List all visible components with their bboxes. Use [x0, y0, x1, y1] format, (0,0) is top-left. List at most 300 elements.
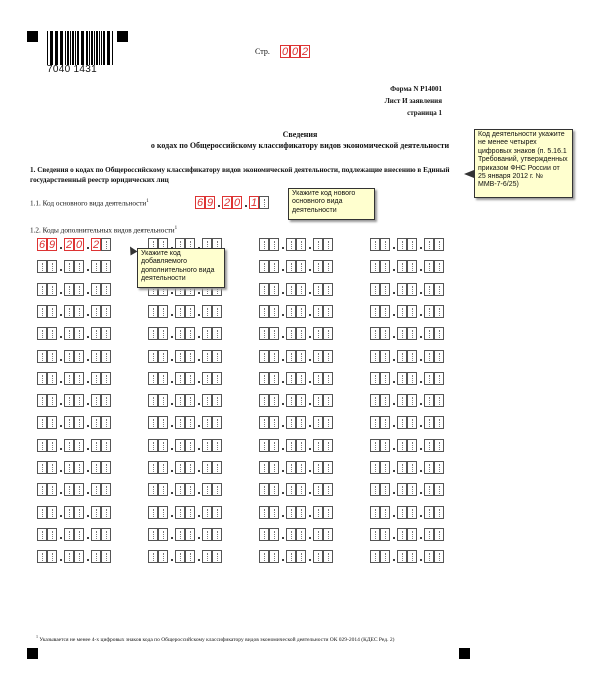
- code-digit-cell[interactable]: [286, 439, 296, 452]
- code-digit-cell[interactable]: [74, 416, 84, 429]
- code-digit-cell[interactable]: [202, 483, 212, 496]
- code-digit-cell[interactable]: [37, 550, 47, 563]
- code-digit-cell[interactable]: [148, 394, 158, 407]
- code-digit-cell[interactable]: [185, 528, 195, 541]
- code-digit-cell[interactable]: [296, 394, 306, 407]
- code-digit-cell[interactable]: [286, 350, 296, 363]
- code-digit-cell[interactable]: [91, 439, 101, 452]
- code-digit-cell[interactable]: [259, 372, 269, 385]
- code-digit-cell[interactable]: [37, 439, 47, 452]
- code-digit-cell[interactable]: [296, 305, 306, 318]
- code-digit-cell[interactable]: [380, 550, 390, 563]
- code-digit-cell[interactable]: [380, 528, 390, 541]
- code-digit-cell[interactable]: [175, 483, 185, 496]
- code-digit-cell[interactable]: [259, 260, 269, 273]
- code-digit-cell[interactable]: 2: [65, 239, 73, 251]
- code-digit-cell[interactable]: [397, 528, 407, 541]
- code-digit-cell[interactable]: [370, 394, 380, 407]
- code-digit-cell[interactable]: [397, 550, 407, 563]
- code-digit-cell[interactable]: [424, 350, 434, 363]
- code-digit-cell[interactable]: [212, 550, 222, 563]
- code-digit-cell[interactable]: [148, 550, 158, 563]
- code-digit-cell[interactable]: [434, 372, 444, 385]
- code-digit-cell[interactable]: [296, 506, 306, 519]
- code-digit-cell[interactable]: [259, 550, 269, 563]
- code-digit-cell[interactable]: [185, 305, 195, 318]
- code-digit-cell[interactable]: [370, 327, 380, 340]
- code-digit-cell[interactable]: [424, 461, 434, 474]
- code-digit-cell[interactable]: [64, 350, 74, 363]
- code-digit-cell[interactable]: [313, 439, 323, 452]
- code-digit-cell[interactable]: [323, 238, 333, 251]
- code-digit-cell[interactable]: [313, 260, 323, 273]
- code-digit-cell[interactable]: [424, 550, 434, 563]
- code-digit-cell[interactable]: [101, 327, 111, 340]
- code-digit-cell[interactable]: [148, 372, 158, 385]
- code-digit-cell[interactable]: [370, 260, 380, 273]
- code-digit-cell[interactable]: [424, 372, 434, 385]
- code-digit-cell[interactable]: [370, 238, 380, 251]
- code-digit-cell[interactable]: [101, 506, 111, 519]
- code-digit-cell[interactable]: [323, 506, 333, 519]
- code-digit-cell[interactable]: [158, 439, 168, 452]
- code-digit-cell[interactable]: [74, 305, 84, 318]
- code-digit-cell[interactable]: [37, 372, 47, 385]
- code-digit-cell[interactable]: [370, 350, 380, 363]
- code-digit-cell[interactable]: [313, 394, 323, 407]
- code-digit-cell[interactable]: [397, 439, 407, 452]
- code-digit-cell[interactable]: [434, 394, 444, 407]
- code-digit-cell[interactable]: [185, 416, 195, 429]
- code-digit-cell[interactable]: [148, 327, 158, 340]
- code-digit-cell[interactable]: [101, 550, 111, 563]
- code-digit-cell[interactable]: [424, 327, 434, 340]
- code-digit-cell[interactable]: [286, 550, 296, 563]
- code-digit-cell[interactable]: [380, 238, 390, 251]
- code-digit-cell[interactable]: [296, 416, 306, 429]
- code-digit-cell[interactable]: [202, 416, 212, 429]
- code-digit-cell[interactable]: [47, 327, 57, 340]
- code-digit-cell[interactable]: [91, 305, 101, 318]
- code-digit-cell[interactable]: [313, 350, 323, 363]
- code-digit-cell[interactable]: [212, 439, 222, 452]
- code-digit-cell[interactable]: [380, 439, 390, 452]
- code-digit-cell[interactable]: [101, 528, 111, 541]
- code-digit-cell[interactable]: [91, 483, 101, 496]
- code-digit-cell[interactable]: [202, 327, 212, 340]
- code-digit-cell[interactable]: [101, 260, 111, 273]
- code-digit-cell[interactable]: [212, 528, 222, 541]
- code-digit-cell[interactable]: [175, 461, 185, 474]
- code-digit-cell[interactable]: [175, 327, 185, 340]
- code-digit-cell[interactable]: [91, 550, 101, 563]
- code-digit-cell[interactable]: [101, 416, 111, 429]
- code-digit-cell[interactable]: [91, 350, 101, 363]
- code-digit-cell[interactable]: [323, 483, 333, 496]
- code-digit-cell[interactable]: [370, 528, 380, 541]
- code-digit-cell[interactable]: [286, 260, 296, 273]
- code-digit-cell[interactable]: [434, 528, 444, 541]
- code-digit-cell[interactable]: [74, 327, 84, 340]
- code-digit-cell[interactable]: [148, 528, 158, 541]
- code-digit-cell[interactable]: [434, 550, 444, 563]
- code-digit-cell[interactable]: [434, 238, 444, 251]
- code-digit-cell[interactable]: [175, 506, 185, 519]
- code-digit-cell[interactable]: [434, 350, 444, 363]
- code-digit-cell[interactable]: [269, 461, 279, 474]
- code-digit-cell[interactable]: [101, 305, 111, 318]
- code-digit-cell[interactable]: [74, 506, 84, 519]
- code-digit-cell[interactable]: [397, 260, 407, 273]
- code-digit-cell[interactable]: [397, 506, 407, 519]
- code-digit-cell[interactable]: [370, 439, 380, 452]
- code-digit-cell[interactable]: [91, 506, 101, 519]
- code-digit-cell[interactable]: [269, 283, 279, 296]
- code-digit-cell[interactable]: [269, 506, 279, 519]
- code-digit-cell[interactable]: [296, 238, 306, 251]
- code-digit-cell[interactable]: [64, 506, 74, 519]
- code-digit-cell[interactable]: [91, 394, 101, 407]
- code-digit-cell[interactable]: [323, 327, 333, 340]
- code-digit-cell[interactable]: [185, 506, 195, 519]
- code-digit-cell[interactable]: [296, 372, 306, 385]
- code-digit-cell[interactable]: [202, 372, 212, 385]
- code-digit-cell[interactable]: [313, 283, 323, 296]
- code-digit-cell[interactable]: [202, 439, 212, 452]
- code-digit-cell[interactable]: 0: [75, 239, 83, 251]
- code-digit-cell[interactable]: [380, 416, 390, 429]
- code-digit-cell[interactable]: [101, 394, 111, 407]
- code-digit-cell[interactable]: [47, 260, 57, 273]
- code-digit-cell[interactable]: [74, 483, 84, 496]
- code-digit-cell[interactable]: [323, 260, 333, 273]
- code-digit-cell[interactable]: [91, 528, 101, 541]
- code-digit-cell[interactable]: [64, 260, 74, 273]
- code-digit-cell[interactable]: [202, 394, 212, 407]
- code-digit-cell[interactable]: [397, 283, 407, 296]
- code-digit-cell[interactable]: [64, 550, 74, 563]
- code-digit-cell[interactable]: [296, 439, 306, 452]
- code-digit-cell[interactable]: [370, 550, 380, 563]
- code-digit-cell[interactable]: [286, 238, 296, 251]
- code-digit-cell[interactable]: [296, 550, 306, 563]
- code-digit-cell[interactable]: [74, 372, 84, 385]
- code-digit-cell[interactable]: [212, 506, 222, 519]
- code-digit-cell[interactable]: [37, 528, 47, 541]
- code-digit-cell[interactable]: [47, 483, 57, 496]
- code-digit-cell[interactable]: [296, 461, 306, 474]
- code-digit-cell[interactable]: [434, 327, 444, 340]
- code-digit-cell[interactable]: [424, 528, 434, 541]
- code-digit-cell[interactable]: [259, 528, 269, 541]
- code-digit-cell[interactable]: [101, 372, 111, 385]
- code-digit-cell[interactable]: [212, 416, 222, 429]
- code-digit-cell[interactable]: [424, 394, 434, 407]
- code-digit-cell[interactable]: [259, 196, 269, 209]
- code-digit-cell[interactable]: [64, 372, 74, 385]
- code-digit-cell[interactable]: [370, 305, 380, 318]
- code-digit-cell[interactable]: [323, 372, 333, 385]
- code-digit-cell[interactable]: [269, 416, 279, 429]
- code-digit-cell[interactable]: [212, 350, 222, 363]
- code-digit-cell[interactable]: [370, 283, 380, 296]
- code-digit-cell[interactable]: [185, 550, 195, 563]
- code-digit-cell[interactable]: [434, 416, 444, 429]
- code-digit-cell[interactable]: [158, 461, 168, 474]
- code-digit-cell[interactable]: [397, 394, 407, 407]
- code-digit-cell[interactable]: [313, 327, 323, 340]
- code-digit-cell[interactable]: [296, 327, 306, 340]
- code-digit-cell[interactable]: [286, 461, 296, 474]
- code-digit-cell[interactable]: [380, 350, 390, 363]
- code-digit-cell[interactable]: [101, 439, 111, 452]
- code-digit-cell[interactable]: [296, 283, 306, 296]
- code-digit-cell[interactable]: [185, 327, 195, 340]
- code-digit-cell[interactable]: [397, 461, 407, 474]
- code-digit-cell[interactable]: [323, 394, 333, 407]
- code-digit-cell[interactable]: [64, 439, 74, 452]
- code-digit-cell[interactable]: [407, 372, 417, 385]
- code-digit-cell[interactable]: [175, 528, 185, 541]
- code-digit-cell[interactable]: [158, 483, 168, 496]
- code-digit-cell[interactable]: 9: [48, 239, 56, 251]
- code-digit-cell[interactable]: [259, 439, 269, 452]
- code-digit-cell[interactable]: [91, 260, 101, 273]
- code-digit-cell[interactable]: [37, 283, 47, 296]
- code-digit-cell[interactable]: [313, 461, 323, 474]
- code-digit-cell[interactable]: [202, 305, 212, 318]
- code-digit-cell[interactable]: [175, 550, 185, 563]
- code-digit-cell[interactable]: [269, 305, 279, 318]
- code-digit-cell[interactable]: [269, 350, 279, 363]
- code-digit-cell[interactable]: [407, 238, 417, 251]
- code-digit-cell[interactable]: [380, 372, 390, 385]
- code-digit-cell[interactable]: [47, 461, 57, 474]
- code-digit-cell[interactable]: [380, 394, 390, 407]
- code-digit-cell[interactable]: [185, 439, 195, 452]
- code-digit-cell[interactable]: [259, 283, 269, 296]
- code-digit-cell[interactable]: 1: [250, 197, 258, 209]
- code-digit-cell[interactable]: [259, 238, 269, 251]
- code-digit-cell[interactable]: [407, 483, 417, 496]
- code-digit-cell[interactable]: [185, 350, 195, 363]
- code-digit-cell[interactable]: [47, 439, 57, 452]
- code-digit-cell[interactable]: [91, 372, 101, 385]
- code-digit-cell[interactable]: [185, 394, 195, 407]
- code-digit-cell[interactable]: [370, 483, 380, 496]
- code-digit-cell[interactable]: [407, 283, 417, 296]
- code-digit-cell[interactable]: [74, 461, 84, 474]
- code-digit-cell[interactable]: [259, 394, 269, 407]
- code-digit-cell[interactable]: [434, 461, 444, 474]
- code-digit-cell[interactable]: 0: [281, 46, 289, 58]
- code-digit-cell[interactable]: [407, 528, 417, 541]
- code-digit-cell[interactable]: 0: [233, 197, 241, 209]
- code-digit-cell[interactable]: [175, 394, 185, 407]
- code-digit-cell[interactable]: [175, 372, 185, 385]
- code-digit-cell[interactable]: [424, 260, 434, 273]
- code-digit-cell[interactable]: [370, 461, 380, 474]
- code-digit-cell[interactable]: [259, 416, 269, 429]
- code-digit-cell[interactable]: [37, 260, 47, 273]
- code-digit-cell[interactable]: [91, 327, 101, 340]
- code-digit-cell[interactable]: [269, 550, 279, 563]
- code-digit-cell[interactable]: [323, 305, 333, 318]
- code-digit-cell[interactable]: [397, 350, 407, 363]
- code-digit-cell[interactable]: [47, 528, 57, 541]
- code-digit-cell[interactable]: [101, 461, 111, 474]
- code-digit-cell[interactable]: [407, 327, 417, 340]
- code-digit-cell[interactable]: [175, 439, 185, 452]
- code-digit-cell[interactable]: [380, 483, 390, 496]
- code-digit-cell[interactable]: [397, 327, 407, 340]
- code-digit-cell[interactable]: [37, 394, 47, 407]
- code-digit-cell[interactable]: [407, 305, 417, 318]
- code-digit-cell[interactable]: [380, 506, 390, 519]
- code-digit-cell[interactable]: [37, 506, 47, 519]
- code-digit-cell[interactable]: [212, 394, 222, 407]
- code-digit-cell[interactable]: [148, 416, 158, 429]
- code-digit-cell[interactable]: [64, 394, 74, 407]
- code-digit-cell[interactable]: [158, 394, 168, 407]
- code-digit-cell[interactable]: [424, 416, 434, 429]
- code-digit-cell[interactable]: [148, 350, 158, 363]
- code-digit-cell[interactable]: [202, 506, 212, 519]
- code-digit-cell[interactable]: [424, 506, 434, 519]
- code-digit-cell[interactable]: [259, 483, 269, 496]
- code-digit-cell[interactable]: [212, 327, 222, 340]
- code-digit-cell[interactable]: [47, 372, 57, 385]
- code-digit-cell[interactable]: [407, 350, 417, 363]
- code-digit-cell[interactable]: [323, 461, 333, 474]
- code-digit-cell[interactable]: [323, 350, 333, 363]
- code-digit-cell[interactable]: [380, 461, 390, 474]
- code-digit-cell[interactable]: [286, 416, 296, 429]
- code-digit-cell[interactable]: [296, 528, 306, 541]
- code-digit-cell[interactable]: [74, 283, 84, 296]
- code-digit-cell[interactable]: [64, 416, 74, 429]
- code-digit-cell[interactable]: [37, 305, 47, 318]
- code-digit-cell[interactable]: [259, 305, 269, 318]
- code-digit-cell[interactable]: [286, 528, 296, 541]
- code-digit-cell[interactable]: [47, 394, 57, 407]
- code-digit-cell[interactable]: [158, 506, 168, 519]
- code-digit-cell[interactable]: [212, 483, 222, 496]
- code-digit-cell[interactable]: [424, 283, 434, 296]
- code-digit-cell[interactable]: [64, 283, 74, 296]
- code-digit-cell[interactable]: [148, 506, 158, 519]
- code-digit-cell[interactable]: [64, 461, 74, 474]
- code-digit-cell[interactable]: [313, 372, 323, 385]
- code-digit-cell[interactable]: [407, 506, 417, 519]
- code-digit-cell[interactable]: [91, 461, 101, 474]
- code-digit-cell[interactable]: [323, 283, 333, 296]
- code-digit-cell[interactable]: [269, 327, 279, 340]
- code-digit-cell[interactable]: [313, 483, 323, 496]
- code-digit-cell[interactable]: [286, 372, 296, 385]
- code-digit-cell[interactable]: [313, 550, 323, 563]
- code-digit-cell[interactable]: [47, 416, 57, 429]
- code-digit-cell[interactable]: [175, 305, 185, 318]
- code-digit-cell[interactable]: [434, 283, 444, 296]
- code-digit-cell[interactable]: [148, 305, 158, 318]
- code-digit-cell[interactable]: [397, 416, 407, 429]
- code-digit-cell[interactable]: [407, 416, 417, 429]
- code-digit-cell[interactable]: [64, 528, 74, 541]
- code-digit-cell[interactable]: [269, 372, 279, 385]
- code-digit-cell[interactable]: [424, 439, 434, 452]
- code-digit-cell[interactable]: 6: [38, 239, 46, 251]
- code-digit-cell[interactable]: [185, 461, 195, 474]
- code-digit-cell[interactable]: [380, 260, 390, 273]
- code-digit-cell[interactable]: [91, 416, 101, 429]
- code-digit-cell[interactable]: [370, 372, 380, 385]
- code-digit-cell[interactable]: [158, 327, 168, 340]
- code-digit-cell[interactable]: [323, 528, 333, 541]
- code-digit-cell[interactable]: [313, 238, 323, 251]
- code-digit-cell[interactable]: [313, 528, 323, 541]
- code-digit-cell[interactable]: [407, 439, 417, 452]
- code-digit-cell[interactable]: [158, 416, 168, 429]
- code-digit-cell[interactable]: [212, 305, 222, 318]
- code-digit-cell[interactable]: [313, 416, 323, 429]
- code-digit-cell[interactable]: [380, 305, 390, 318]
- code-digit-cell[interactable]: [296, 350, 306, 363]
- code-digit-cell[interactable]: [74, 439, 84, 452]
- code-digit-cell[interactable]: [148, 461, 158, 474]
- code-digit-cell[interactable]: [286, 327, 296, 340]
- code-digit-cell[interactable]: [269, 528, 279, 541]
- code-digit-cell[interactable]: [424, 483, 434, 496]
- code-digit-cell[interactable]: [74, 528, 84, 541]
- code-digit-cell[interactable]: [202, 350, 212, 363]
- code-digit-cell[interactable]: [37, 350, 47, 363]
- code-digit-cell[interactable]: [434, 439, 444, 452]
- code-digit-cell[interactable]: [407, 394, 417, 407]
- code-digit-cell[interactable]: 6: [196, 197, 204, 209]
- code-digit-cell[interactable]: [185, 483, 195, 496]
- code-digit-cell[interactable]: [286, 283, 296, 296]
- code-digit-cell[interactable]: [148, 439, 158, 452]
- code-digit-cell[interactable]: [269, 260, 279, 273]
- code-digit-cell[interactable]: [370, 416, 380, 429]
- code-digit-cell[interactable]: [47, 283, 57, 296]
- code-digit-cell[interactable]: [286, 394, 296, 407]
- code-digit-cell[interactable]: [434, 260, 444, 273]
- code-digit-cell[interactable]: [47, 305, 57, 318]
- code-digit-cell[interactable]: 2: [301, 46, 309, 58]
- code-digit-cell[interactable]: 2: [223, 197, 231, 209]
- code-digit-cell[interactable]: [158, 350, 168, 363]
- code-digit-cell[interactable]: [269, 238, 279, 251]
- code-digit-cell[interactable]: [407, 461, 417, 474]
- code-digit-cell[interactable]: [424, 238, 434, 251]
- code-digit-cell[interactable]: [286, 483, 296, 496]
- code-digit-cell[interactable]: [269, 483, 279, 496]
- code-digit-cell[interactable]: [202, 550, 212, 563]
- code-digit-cell[interactable]: [101, 283, 111, 296]
- code-digit-cell[interactable]: [37, 327, 47, 340]
- code-digit-cell[interactable]: [259, 506, 269, 519]
- code-digit-cell[interactable]: [185, 372, 195, 385]
- code-digit-cell[interactable]: [313, 305, 323, 318]
- code-digit-cell[interactable]: [397, 483, 407, 496]
- code-digit-cell[interactable]: [286, 506, 296, 519]
- code-digit-cell[interactable]: [175, 416, 185, 429]
- code-digit-cell[interactable]: [323, 416, 333, 429]
- code-digit-cell[interactable]: [101, 483, 111, 496]
- code-digit-cell[interactable]: [269, 439, 279, 452]
